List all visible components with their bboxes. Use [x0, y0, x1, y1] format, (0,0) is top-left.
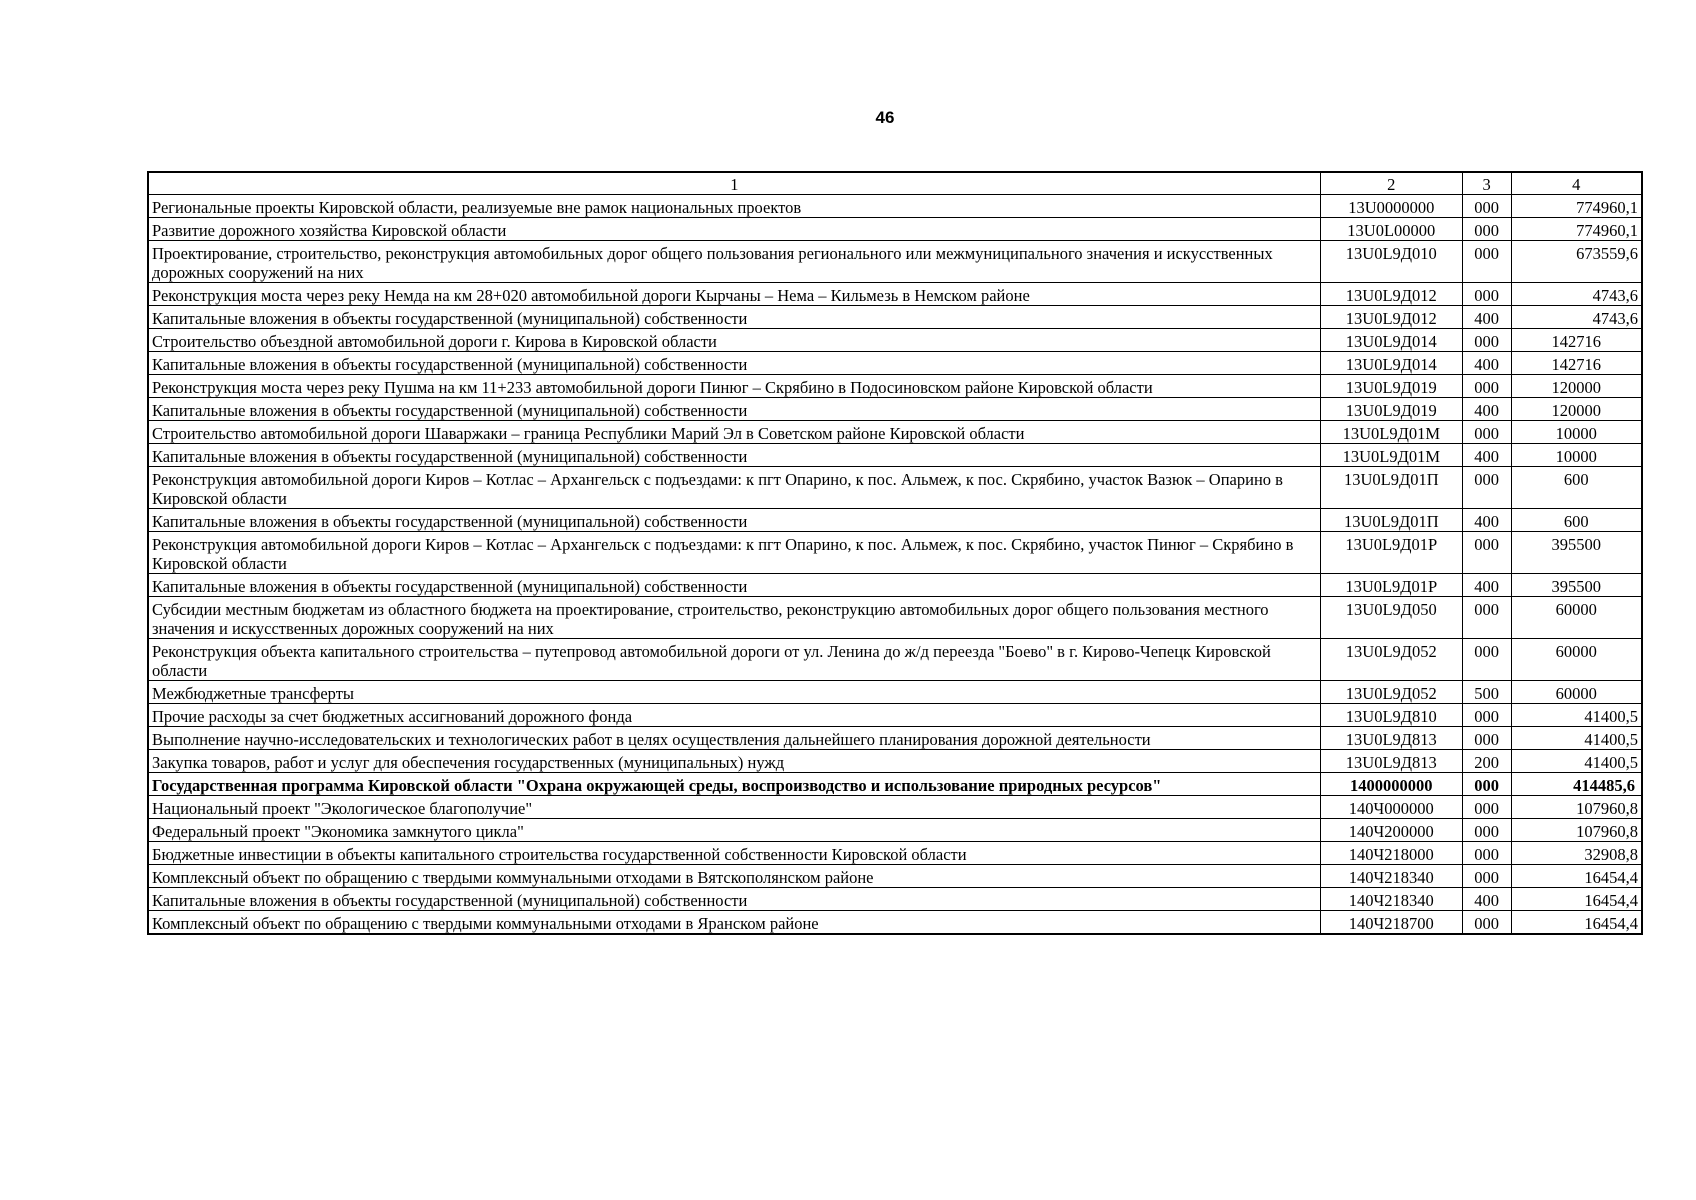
- row-code-cell: 13U0L9Д014: [1320, 352, 1462, 375]
- table-row: [148, 398, 1642, 421]
- table-row: [148, 375, 1642, 398]
- row-name-cell: Межбюджетные трансферты: [148, 681, 1320, 704]
- row-type-cell: 000: [1462, 796, 1511, 819]
- row-name-cell: Федеральный проект "Экономика замкнутого цикла": [148, 819, 1320, 842]
- row-type-cell: 000: [1462, 819, 1511, 842]
- row-code-cell: 13U0L9Д012: [1320, 306, 1462, 329]
- row-name-cell: Закупка товаров, работ и услуг для обеспечения государственных (муниципальных) нужд: [148, 750, 1320, 773]
- table-row: [148, 329, 1642, 352]
- row-code-cell: 13U0L9Д01П: [1320, 467, 1462, 509]
- table-row: [148, 532, 1642, 574]
- row-amount-cell: 60000: [1511, 639, 1642, 681]
- row-name-cell: Реконструкция объекта капитального строительства – путепровод автомобильной дороги от ул. Ленина до ж/д переезда "Боево" в г. Кирово-Чепецк Кировской области: [148, 639, 1320, 681]
- row-type-cell: 500: [1462, 681, 1511, 704]
- row-code-cell: 13U0L9Д813: [1320, 727, 1462, 750]
- row-code-cell: 140Ч218700: [1320, 911, 1462, 935]
- table-body: [148, 195, 1642, 935]
- row-type-cell: 000: [1462, 218, 1511, 241]
- table-row: [148, 911, 1642, 935]
- row-type-cell: 400: [1462, 888, 1511, 911]
- row-code-cell: 13U0L00000: [1320, 218, 1462, 241]
- row-code-cell: 13U0L9Д012: [1320, 283, 1462, 306]
- table-row: [148, 750, 1642, 773]
- row-type-cell: 000: [1462, 241, 1511, 283]
- row-code-cell: 13U0L9Д01М: [1320, 444, 1462, 467]
- row-type-cell: 000: [1462, 911, 1511, 935]
- table-header-row: [148, 172, 1642, 195]
- row-amount-cell: 16454,4: [1511, 888, 1642, 911]
- table-row: [148, 773, 1642, 796]
- row-amount-cell: 60000: [1511, 597, 1642, 639]
- row-type-cell: 000: [1462, 639, 1511, 681]
- row-amount-cell: 32908,8: [1511, 842, 1642, 865]
- row-code-cell: 140Ч218340: [1320, 888, 1462, 911]
- row-name-cell: Капитальные вложения в объекты государственной (муниципальной) собственности: [148, 574, 1320, 597]
- row-name-cell: Капитальные вложения в объекты государственной (муниципальной) собственности: [148, 352, 1320, 375]
- row-name-cell: Прочие расходы за счет бюджетных ассигнований дорожного фонда: [148, 704, 1320, 727]
- row-type-cell: 000: [1462, 329, 1511, 352]
- row-name-cell: Комплексный объект по обращению с твердыми коммунальными отходами в Яранском районе: [148, 911, 1320, 935]
- row-type-cell: 000: [1462, 283, 1511, 306]
- table-row: [148, 704, 1642, 727]
- row-name-cell: Реконструкция автомобильной дороги Киров – Котлас – Архангельск с подъездами: к пгт Опарино, к пос. Альмеж, к пос. Скрябино, участок Вазюк – Опарино в Кировской области: [148, 467, 1320, 509]
- row-code-cell: 13U0L9Д050: [1320, 597, 1462, 639]
- row-code-cell: 140Ч200000: [1320, 819, 1462, 842]
- row-name-cell: Национальный проект "Экологическое благополучие": [148, 796, 1320, 819]
- table-row: [148, 195, 1642, 218]
- row-code-cell: 13U0L9Д052: [1320, 681, 1462, 704]
- row-type-cell: 400: [1462, 352, 1511, 375]
- row-name-cell: Строительство автомобильной дороги Шаваржаки – граница Республики Марий Эл в Советском районе Кировской области: [148, 421, 1320, 444]
- row-name-cell: Региональные проекты Кировской области, реализуемые вне рамок национальных проектов: [148, 195, 1320, 218]
- row-amount-cell: 395500: [1511, 574, 1642, 597]
- row-type-cell: 400: [1462, 306, 1511, 329]
- row-amount-cell: 41400,5: [1511, 727, 1642, 750]
- row-code-cell: 13U0000000: [1320, 195, 1462, 218]
- header-col-3: 3: [1462, 172, 1511, 195]
- row-name-cell: Капитальные вложения в объекты государственной (муниципальной) собственности: [148, 398, 1320, 421]
- row-amount-cell: 41400,5: [1511, 750, 1642, 773]
- row-amount-cell: 16454,4: [1511, 865, 1642, 888]
- row-name-cell: Комплексный объект по обращению с твердыми коммунальными отходами в Вятскополянском районе: [148, 865, 1320, 888]
- row-amount-cell: 414485,6: [1511, 773, 1642, 796]
- row-name-cell: Реконструкция моста через реку Немда на км 28+020 автомобильной дороги Кырчаны – Нема – Кильмезь в Немском районе: [148, 283, 1320, 306]
- row-type-cell: 000: [1462, 727, 1511, 750]
- row-code-cell: 140Ч218340: [1320, 865, 1462, 888]
- row-code-cell: 13U0L9Д014: [1320, 329, 1462, 352]
- table-row: [148, 574, 1642, 597]
- row-name-cell: Реконструкция автомобильной дороги Киров – Котлас – Архангельск с подъездами: к пгт Опарино, к пос. Альмеж, к пос. Скрябино, участок Пинюг – Скрябино в Кировской области: [148, 532, 1320, 574]
- row-type-cell: 400: [1462, 398, 1511, 421]
- row-name-cell: Бюджетные инвестиции в объекты капитального строительства государственной собственности Кировской области: [148, 842, 1320, 865]
- row-amount-cell: 673559,6: [1511, 241, 1642, 283]
- row-name-cell: Реконструкция моста через реку Пушма на км 11+233 автомобильной дороги Пинюг – Скрябино в Подосиновском районе Кировской области: [148, 375, 1320, 398]
- row-amount-cell: 107960,8: [1511, 796, 1642, 819]
- row-code-cell: 13U0L9Д01П: [1320, 509, 1462, 532]
- table-row: [148, 283, 1642, 306]
- row-type-cell: 400: [1462, 509, 1511, 532]
- table-row: [148, 467, 1642, 509]
- row-type-cell: 000: [1462, 704, 1511, 727]
- row-amount-cell: 4743,6: [1511, 306, 1642, 329]
- row-name-cell: Капитальные вложения в объекты государственной (муниципальной) собственности: [148, 306, 1320, 329]
- row-code-cell: 13U0L9Д052: [1320, 639, 1462, 681]
- header-col-1: 1: [148, 172, 1320, 195]
- table-row: [148, 421, 1642, 444]
- row-type-cell: 000: [1462, 375, 1511, 398]
- table-row: [148, 597, 1642, 639]
- table-row: [148, 509, 1642, 532]
- table-row: [148, 865, 1642, 888]
- row-amount-cell: 60000: [1511, 681, 1642, 704]
- header-col-4: 4: [1511, 172, 1642, 195]
- table-row: [148, 639, 1642, 681]
- row-code-cell: 13U0L9Д01Р: [1320, 532, 1462, 574]
- row-amount-cell: 774960,1: [1511, 195, 1642, 218]
- page-number: 46: [875, 108, 895, 127]
- row-amount-cell: 120000: [1511, 398, 1642, 421]
- row-code-cell: 13U0L9Д01Р: [1320, 574, 1462, 597]
- table-row: [148, 241, 1642, 283]
- row-type-cell: 000: [1462, 773, 1511, 796]
- budget-table: [147, 171, 1643, 935]
- table-row: [148, 796, 1642, 819]
- row-amount-cell: 107960,8: [1511, 819, 1642, 842]
- row-name-cell: Строительство объездной автомобильной дороги г. Кирова в Кировской области: [148, 329, 1320, 352]
- row-type-cell: 000: [1462, 421, 1511, 444]
- row-type-cell: 400: [1462, 444, 1511, 467]
- table-row: [148, 727, 1642, 750]
- row-amount-cell: 10000: [1511, 444, 1642, 467]
- row-name-cell: Государственная программа Кировской области "Охрана окружающей среды, воспроизводство и использование природных ресурсов": [148, 773, 1320, 796]
- row-type-cell: 000: [1462, 865, 1511, 888]
- row-type-cell: 000: [1462, 532, 1511, 574]
- row-type-cell: 000: [1462, 842, 1511, 865]
- table-row: [148, 352, 1642, 375]
- table-row: [148, 888, 1642, 911]
- row-name-cell: Капитальные вложения в объекты государственной (муниципальной) собственности: [148, 444, 1320, 467]
- row-amount-cell: 395500: [1511, 532, 1642, 574]
- header-col-2: 2: [1320, 172, 1462, 195]
- row-type-cell: 000: [1462, 597, 1511, 639]
- row-code-cell: 13U0L9Д010: [1320, 241, 1462, 283]
- row-code-cell: 13U0L9Д019: [1320, 398, 1462, 421]
- table-row: [148, 819, 1642, 842]
- row-amount-cell: 600: [1511, 509, 1642, 532]
- row-amount-cell: 41400,5: [1511, 704, 1642, 727]
- row-code-cell: 140Ч218000: [1320, 842, 1462, 865]
- row-name-cell: Капитальные вложения в объекты государственной (муниципальной) собственности: [148, 888, 1320, 911]
- row-type-cell: 400: [1462, 574, 1511, 597]
- row-amount-cell: 774960,1: [1511, 218, 1642, 241]
- row-code-cell: 13U0L9Д813: [1320, 750, 1462, 773]
- row-name-cell: Выполнение научно-исследовательских и технологических работ в целях осуществления дальнейшего планирования дорожной деятельности: [148, 727, 1320, 750]
- row-code-cell: 140Ч000000: [1320, 796, 1462, 819]
- row-code-cell: 13U0L9Д01М: [1320, 421, 1462, 444]
- row-amount-cell: 120000: [1511, 375, 1642, 398]
- table-row: [148, 218, 1642, 241]
- row-code-cell: 13U0L9Д810: [1320, 704, 1462, 727]
- row-amount-cell: 4743,6: [1511, 283, 1642, 306]
- row-type-cell: 000: [1462, 195, 1511, 218]
- row-name-cell: Проектирование, строительство, реконструкция автомобильных дорог общего пользования регионального или межмуниципального значения и искусственных дорожных сооружений на них: [148, 241, 1320, 283]
- row-code-cell: 1400000000: [1320, 773, 1462, 796]
- row-name-cell: Развитие дорожного хозяйства Кировской области: [148, 218, 1320, 241]
- row-type-cell: 000: [1462, 467, 1511, 509]
- row-amount-cell: 600: [1511, 467, 1642, 509]
- row-type-cell: 200: [1462, 750, 1511, 773]
- row-code-cell: 13U0L9Д019: [1320, 375, 1462, 398]
- table-row: [148, 306, 1642, 329]
- row-amount-cell: 10000: [1511, 421, 1642, 444]
- table-row: [148, 842, 1642, 865]
- row-name-cell: Капитальные вложения в объекты государственной (муниципальной) собственности: [148, 509, 1320, 532]
- row-name-cell: Субсидии местным бюджетам из областного бюджета на проектирование, строительство, реконструкцию автомобильных дорог общего пользования местного значения и искусственных дорожных сооружений на них: [148, 597, 1320, 639]
- table-row: [148, 444, 1642, 467]
- row-amount-cell: 16454,4: [1511, 911, 1642, 935]
- row-amount-cell: 142716: [1511, 352, 1642, 375]
- row-amount-cell: 142716: [1511, 329, 1642, 352]
- table-row: [148, 681, 1642, 704]
